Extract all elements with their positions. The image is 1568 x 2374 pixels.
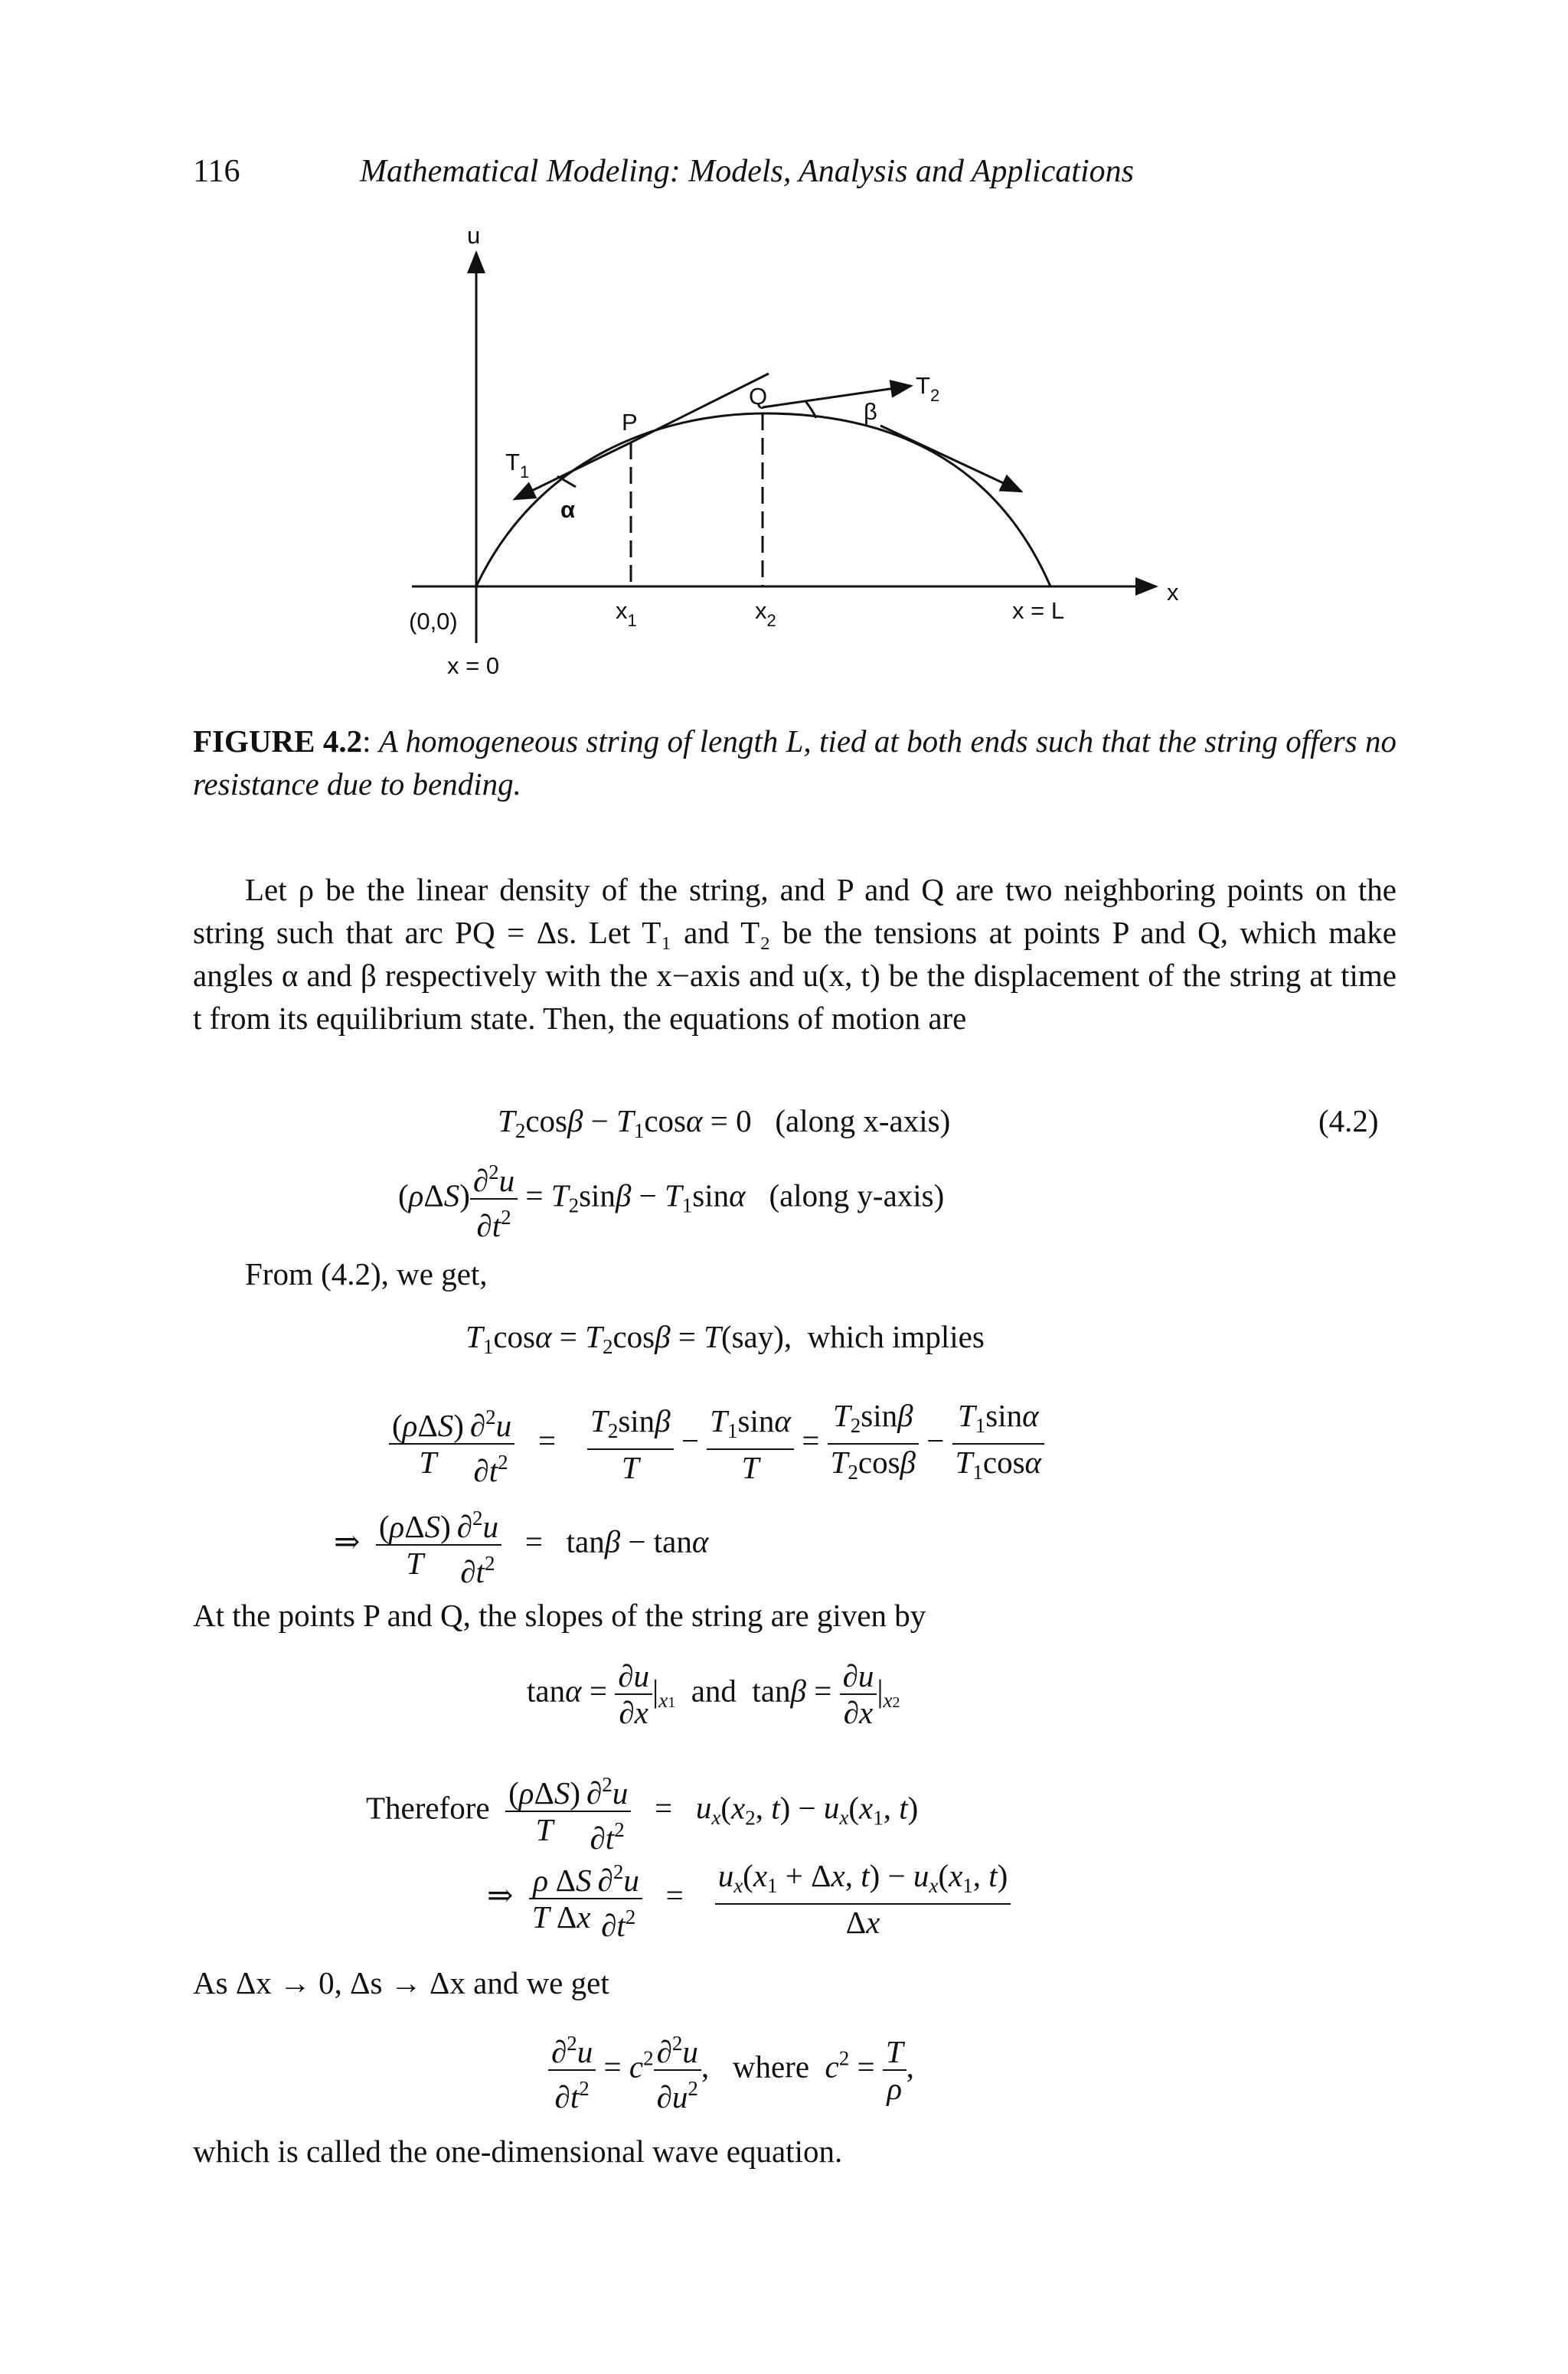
tangent-p bbox=[631, 374, 769, 442]
string-figure bbox=[0, 0, 1568, 704]
xL-label: x = L bbox=[1012, 597, 1065, 624]
paragraph-intro: Let ρ be the linear density of the string, and P and Q are two neighboring points on the string such that arc PQ = Δs. Let T₁ and T₂ be the tensions at points P and Q, which make angles α and β respectively with the x−axis and u(x, t) be the displacement of the string at time t from its equilibrium state. Then, the equations of motion are bbox=[193, 872, 1396, 1036]
from-text: From (4.2), we get, bbox=[245, 1256, 488, 1291]
eq-number: (4.2) bbox=[1318, 1103, 1379, 1138]
eq-therefore: Therefore $\frac{\text{(ρΔS)}}{T}$ $\frac{\partial^2u}{\partial t^2}$ = $u_x(x_2$, $t) - u_x(x_1$, t) bbox=[366, 1767, 918, 1856]
u-axis-label: u bbox=[467, 222, 481, 249]
t1-label: $T_1$ bbox=[505, 449, 530, 482]
eq-wave: $\frac{\partial^2u}{\partial t^2}$ = $c^2$ $\frac{\partial^2u}{\partial u^2}$ , where $c^2$ = $\frac{T}{\rho}$ , bbox=[548, 2026, 914, 2114]
beta-label: β bbox=[864, 398, 877, 425]
final-text: which is called the one-dimensional wave equation. bbox=[193, 2134, 843, 2169]
eq-ratio: $\frac{\text{(ρΔS)}}{T}$ $\frac{\partial^2u}{\partial t^2}$ = $\frac{T_2\sin\beta}{T}$ − $\frac{T_1\sin\alpha}{T}$ = $\frac{T_2\sin\beta}{T_2\cos\beta}$ − $\frac{T_1\sin\alpha}{T_1\cos\alpha}$ bbox=[389, 1398, 1044, 1490]
x0-label: x = 0 bbox=[447, 652, 500, 679]
running-title: Mathematical Modeling: Models, Analysis and Applications bbox=[360, 154, 1134, 189]
right-tangent-arrow bbox=[880, 426, 1021, 491]
alpha-arc bbox=[557, 476, 576, 487]
eq-difference-quotient: ⇒ $\frac{\rho}{T}$ $\frac{\Delta S}{\Delta x}$ $\frac{\partial^2u}{\partial t^2}$ = $\frac{u_x(x_1 + \Delta x, t) - u_x(x_1, t)}{\Delta x}$ bbox=[487, 1854, 1011, 1943]
figure-caption: FIGURE 4.2: A homogeneous string of length L, tied at both ends such that the string offers no resistance due to bending. bbox=[193, 723, 1396, 802]
t2-arrow bbox=[763, 386, 911, 407]
x1-label: $x_1$ bbox=[616, 597, 637, 630]
eq-4-2-line1: $T_2\cos\beta - T_1\cos\alpha = 0$ (along x-axis) bbox=[498, 1103, 951, 1142]
slopes-text: At the points P and Q, the slopes of the string are given by bbox=[193, 1598, 926, 1633]
q-label: Q bbox=[749, 383, 768, 410]
x2-label: $x_2$ bbox=[755, 597, 776, 630]
t1-arrow bbox=[514, 442, 631, 499]
origin-label: (0,0) bbox=[409, 608, 458, 635]
eq-4-2-line2: (ρΔS) $\frac{\partial^2u}{\partial t^2}$ = $T_2\sin\beta - T_1\sin\alpha$ (along y-axis) bbox=[398, 1154, 944, 1243]
x-axis-label: x bbox=[1167, 579, 1179, 606]
alpha-label: α bbox=[560, 496, 576, 523]
caption-text: A homogeneous string of length L, tied at both ends such that the string offers no resistance due to bending. bbox=[193, 723, 1396, 802]
p-label: P bbox=[622, 409, 638, 436]
eq-tan-difference: ⇒ $\frac{\text{(ρΔS)}}{T}$ $\frac{\partial^2u}{\partial t^2}$ = tanβ − tanα bbox=[334, 1500, 708, 1589]
eq-slopes: tanα = $\frac{\partial u}{\partial x}$ $|_{x1}$ and tanβ = $\frac{\partial u}{\partial x}$ $|_{x2}$ bbox=[527, 1658, 900, 1730]
as-text: As Δx → 0, Δs → Δx and we get bbox=[193, 1965, 609, 2000]
caption-label: FIGURE 4.2 bbox=[193, 723, 363, 759]
t2-label: $T_2$ bbox=[916, 372, 940, 405]
page-number: 116 bbox=[193, 154, 240, 189]
eq-tension-equality: $T_1\cos\alpha = T_2\cos\beta = T(say)$, which implies bbox=[466, 1319, 985, 1358]
